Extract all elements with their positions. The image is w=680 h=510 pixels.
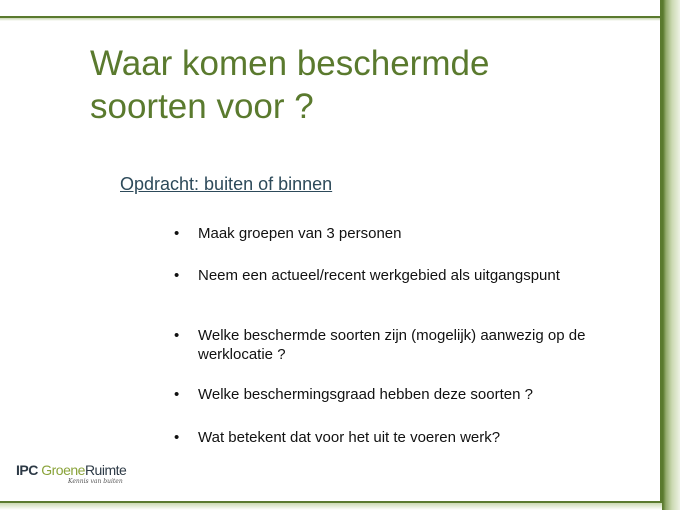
bullet-text: Welke beschermingsgraad hebben deze soorten ? [198, 386, 533, 403]
bullet-item-1 [170, 224, 610, 243]
slide-subtitle: Opdracht: buiten of binnen [120, 174, 333, 194]
logo-ruimte: Ruimte [84, 462, 127, 478]
bullet-dot: • [174, 429, 180, 446]
bullet-text: Wat betekent dat voor het uit te voeren werk? [198, 429, 501, 446]
ipc-groene-ruimte-logo [16, 462, 146, 490]
logo-groene: Groene [41, 462, 85, 478]
slide-title: Waar komen beschermde soorten voor ? [90, 44, 490, 126]
right-border-bar [660, 0, 680, 510]
top-border-shadow [0, 18, 662, 21]
bullet-item-4 [170, 385, 610, 404]
bullet-text: Welke beschermde soorten zijn (mogelijk) aanwezig op de werklocatie ? [198, 327, 586, 363]
bullet-item-5 [170, 428, 610, 447]
logo-tagline: Kennis van buiten [68, 478, 123, 485]
bullet-text: Neem een actueel/recent werkgebied als uitgangspunt [198, 267, 560, 284]
bullet-dot: • [174, 386, 180, 403]
bullet-item-2 [170, 266, 610, 285]
bullet-dot: • [174, 225, 180, 242]
logo-wordmark [16, 462, 126, 478]
bullet-dot: • [174, 327, 180, 344]
bullet-text: Maak groepen van 3 personen [198, 225, 402, 242]
bottom-border-shadow [0, 503, 662, 510]
logo-ipc: IPC [16, 462, 38, 478]
bullet-dot: • [174, 267, 180, 284]
bullet-item-3 [170, 326, 610, 364]
